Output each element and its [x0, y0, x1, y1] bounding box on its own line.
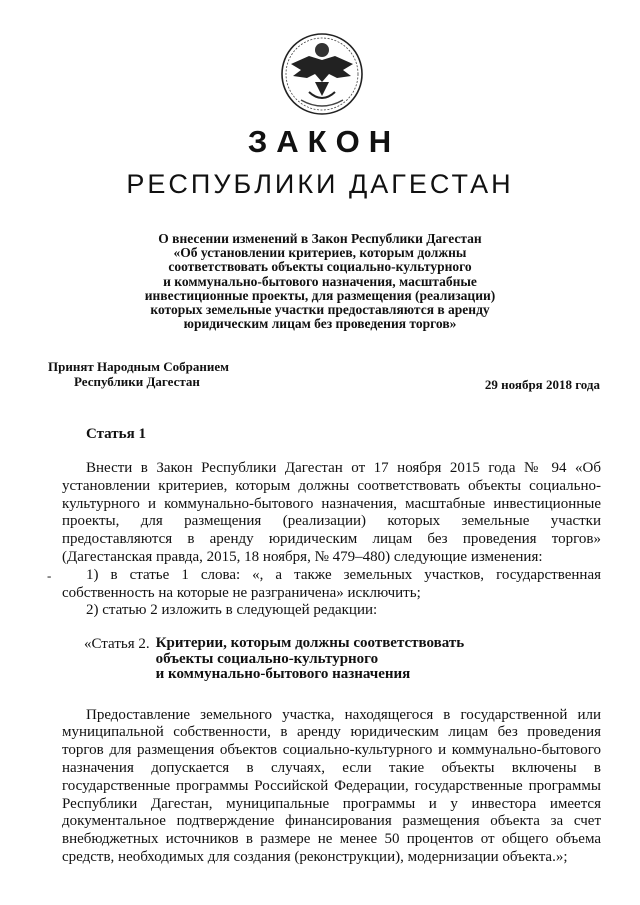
subtitle-line: инвестиционные проекты, для размещения (реализации)	[144, 287, 496, 303]
quoted-title-line: Критерии, которым должны соответствовать	[155, 635, 465, 652]
subtitle-line: О внесении изменений в Закон Республики Дагестан	[158, 231, 482, 246]
law-subtitle	[110, 232, 530, 331]
article-heading: Статья 1	[86, 426, 146, 442]
adoption-line-2: Республики Дагестан	[74, 373, 200, 389]
quoted-article-title	[156, 636, 465, 683]
amendment-item-1: 1) в статье 1 слова: «, а также земельных участков, государственная собственность на которые не разграничена» исключить;	[62, 566, 601, 601]
subtitle-line: соответствовать объекты социально-культурного	[168, 259, 472, 275]
subtitle-line: и коммунально-бытового назначения, масштабные	[163, 273, 477, 289]
document-body	[62, 460, 601, 867]
law-title: ЗАКОН	[247, 124, 401, 159]
quoted-title-line: объекты социально-культурного	[155, 650, 379, 667]
quoted-title-line: и коммунально-бытового назначения	[155, 666, 411, 683]
adoption-date: 29 ноября 2018 года	[484, 377, 600, 392]
subtitle-line: «Об установлении критериев, которым должны	[173, 245, 467, 261]
adoption-block	[48, 360, 229, 389]
quoted-article-body: Предоставление земельного участка, находящегося в государственной или муниципальной собственности, в аренду юридическим лицам без проведения торгов для размещения объектов социально-культурного и коммунально-бытового назначения допускается в случаях, если такие объекты включены в государственные программы Российской Федерации, государственные программы Республики Дагестан, муниципальные программы и у инвестора имеется документальное подтверждение финансирования размещения объекта за счет внебюджетных источников в размере не менее 50 процентов от общего объема средств, необходимых для создания (реконструкции), модернизации объекта.»;	[62, 706, 601, 866]
coat-of-arms-emblem	[279, 30, 365, 118]
quoted-article-header	[62, 636, 601, 683]
adoption-line-1: Принят Народным Собранием	[48, 359, 230, 374]
intro-paragraph: Внести в Закон Республики Дагестан от 17 ноября 2015 года № 94 «Об установлении критериев, которым должны соответствовать объекты социально-культурного и коммунально-бытового назначения, масштабные инвестиционные проекты, для размещения (реализации) которых земельные участки предоставляются в аренду юридическим лицам без проведения торгов» (Дагестанская правда, 2015, 18 ноября, № 479–480) следующие изменения:	[62, 460, 601, 565]
margin-mark: -	[47, 568, 52, 583]
subtitle-line: которых земельные участки предоставляются в аренду	[150, 302, 490, 318]
amendment-item-2: 2) статью 2 изложить в следующей редакции:	[86, 602, 378, 619]
quoted-article-label: «Статья 2.	[84, 636, 150, 653]
republic-title: РЕСПУБЛИКИ ДАГЕСТАН	[126, 169, 514, 199]
subtitle-line: юридическим лицам без проведения торгов»	[183, 316, 457, 332]
